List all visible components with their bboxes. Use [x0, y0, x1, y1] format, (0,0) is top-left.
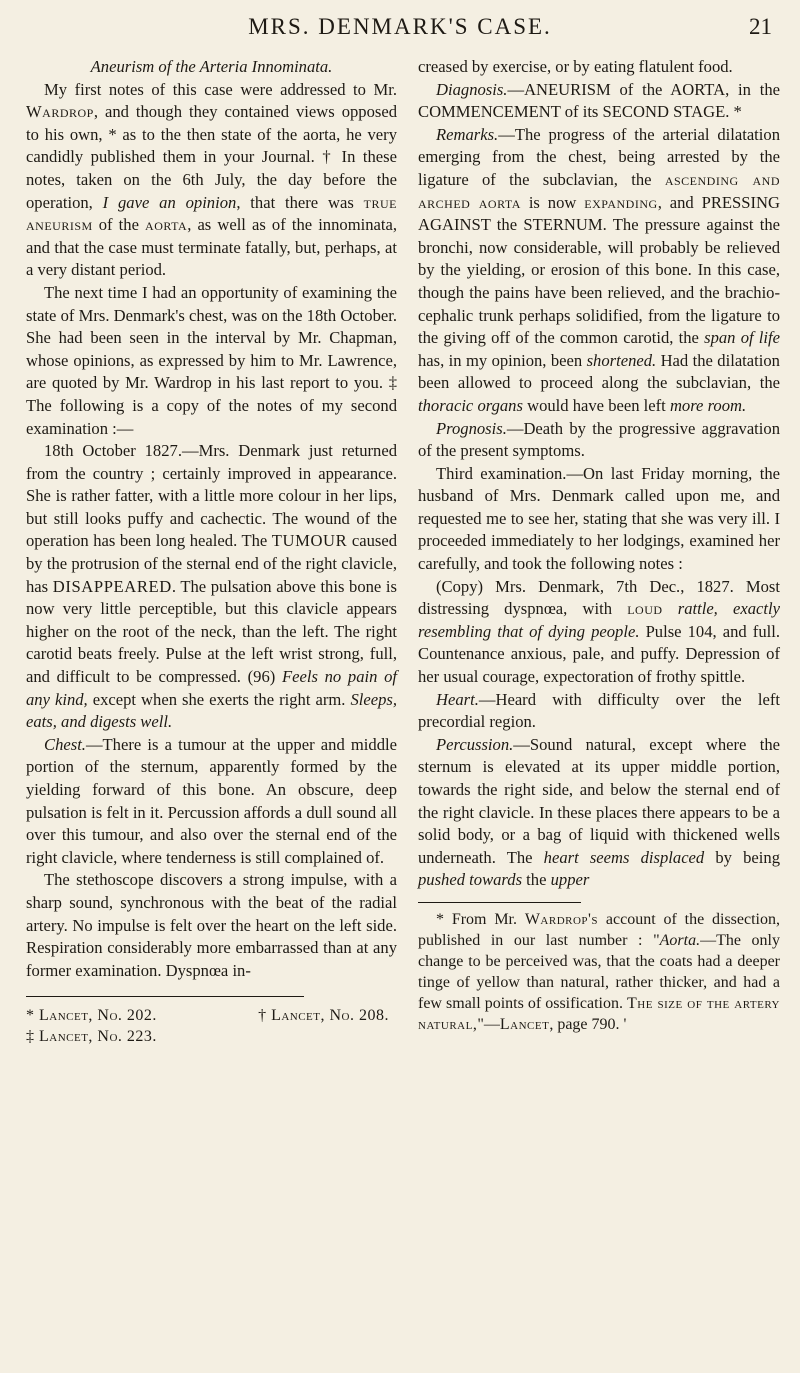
paragraph-1: My first notes of this case were addressed to Mr. Wardrop, and though they contained views opposed to his own, * as to the then state of the aorta, he very candidly published them in your Journal. † In these notes, taken on the 6th July, the day before the operation, I gave an opinion, that there was true aneurism of the aorta, as well as of the innominata, and that the case must terminate fatally, but, perhaps, at a very distant period. — [26, 79, 398, 280]
paragraph-prognosis: Prognosis.—Death by the progressive aggravation of the present symptoms. — [418, 418, 780, 461]
running-head: MRS. DENMARK'S CASE. — [248, 14, 552, 39]
paragraph-continued: creased by exercise, or by eating flatulent food. — [418, 57, 733, 76]
paragraph-remarks: Remarks.—The progress of the arterial dilatation emerging from the chest, being arrested by the ligature of the subclavian, the ascending and arched aorta is now expanding, and PRESSING AGAINST the STERNUM. The pressure against the bronchi, now considerable, will probably be relieved by the yielding, or erosion of this bone. In this case, though the pains have been relieved, and the brachio-cephalic trunk perhaps solidified, from the ligature to the giving off of the common carotid, the span of life has, in my opinion, been shortened. Had the dilatation been allowed to proceed along the subclavian, the thoracic organs would have been left more room. — [418, 124, 781, 415]
footnote-2: † Lancet, No. 208. — [258, 1007, 389, 1025]
paragraph-2: The next time I had an opportunity of examining the state of Mrs. Denmark's chest, was on the 18th October. She had been seen in the interval by Mr. Chapman, whose opinions, as expressed by him to Mr. Lawrence, are quoted by Mr. Wardrop in his last report to you. ‡ The following is a copy of the notes of my second examination :— — [26, 282, 397, 438]
footnote-3: ‡ Lancet, No. 223. — [26, 1028, 157, 1046]
section-title: Aneurism of the Arteria Innominata. — [90, 57, 333, 76]
right-column — [418, 56, 780, 1035]
paragraph-copy: (Copy) Mrs. Denmark, 7th Dec., 1827. Most distressing dyspnœa, with loud rattle, exactly resembling that of dying people. Pulse 104, and full. Countenance anxious, pale, and puffy. Depression of her usual courage, expectoration of frothy spittle. — [418, 576, 781, 687]
footnote-1: * Lancet, No. 202. — [26, 1007, 157, 1025]
page-number: 21 — [749, 14, 772, 39]
footnote-rule — [26, 996, 304, 997]
page-header — [0, 6, 800, 46]
paragraph-stethoscope: The stethoscope discovers a strong impulse, with a sharp sound, synchronous with the beat of the radial artery. No impulse is felt over the heart on the left side. Respiration considerably more embarrassed than at any former examination. Dyspnœa in- — [26, 870, 397, 980]
paragraph-third-examination: Third examination.—On last Friday morning, the husband of Mrs. Denmark called upon me, and requested me to see her, stating that she was very ill. I proceeded immediately to her lodgings, examined her carefully, and took the following notes : — [418, 463, 780, 574]
paragraph-chest: Chest.—There is a tumour at the upper and middle portion of the sternum, apparently formed by the yielding forward of this bone. An obscure, deep pulsation is felt in it. Percussion affords a dull sound all over this tumour, and also over the sternal end of the right clavicle, where tenderness is still complained of. — [26, 734, 397, 867]
left-footnotes — [26, 1005, 397, 1047]
paragraph-percussion: Percussion.—Sound natural, except where the sternum is elevated at its upper middle portion, towards the right side, and below the sternal end of the right clavicle. In these places there appears to be a solid body, or a bag of liquid with thickened wells underneath. The heart seems displaced by being pushed towards the upper — [418, 734, 780, 890]
paragraph-heart: Heart.—Heard with difficulty over the left precordial region. — [418, 689, 780, 732]
paragraph-3: 18th October 1827.—Mrs. Denmark just returned from the country ; certainly improved in appearance. She is rather fatter, with a little more colour in her lips, but still looks puffy and cachectic. The wound of the operation has been long healed. The TUMOUR caused by the protrusion of the sternal end of the right clavicle, has DISAPPEARED. The pulsation above this bone is now very little perceptible, but this clavicle appears higher on the root of the neck, than the left. The right carotid beats freely. Pulse at the left wrist strong, full, and difficult to be compressed. (96) Feels no pain of any kind, except when she exerts the right arm. Sleeps, eats, and digests well. — [26, 441, 398, 732]
left-column — [26, 56, 397, 1047]
right-footnote: * From Mr. Wardrop's account of the dissection, published in our last number : "Aorta.—The only change to be perceived was, that the coats had a deeper tinge of yellow than natural, rather thicker, and had a few small points of ossification. The size of the artery natural,"—Lancet, page 790. ' — [418, 910, 780, 1033]
footnote-rule — [418, 902, 581, 903]
paragraph-diagnosis: Diagnosis.—ANEURISM of the AORTA, in the COMMENCEMENT of its SECOND STAGE. * — [418, 79, 780, 122]
